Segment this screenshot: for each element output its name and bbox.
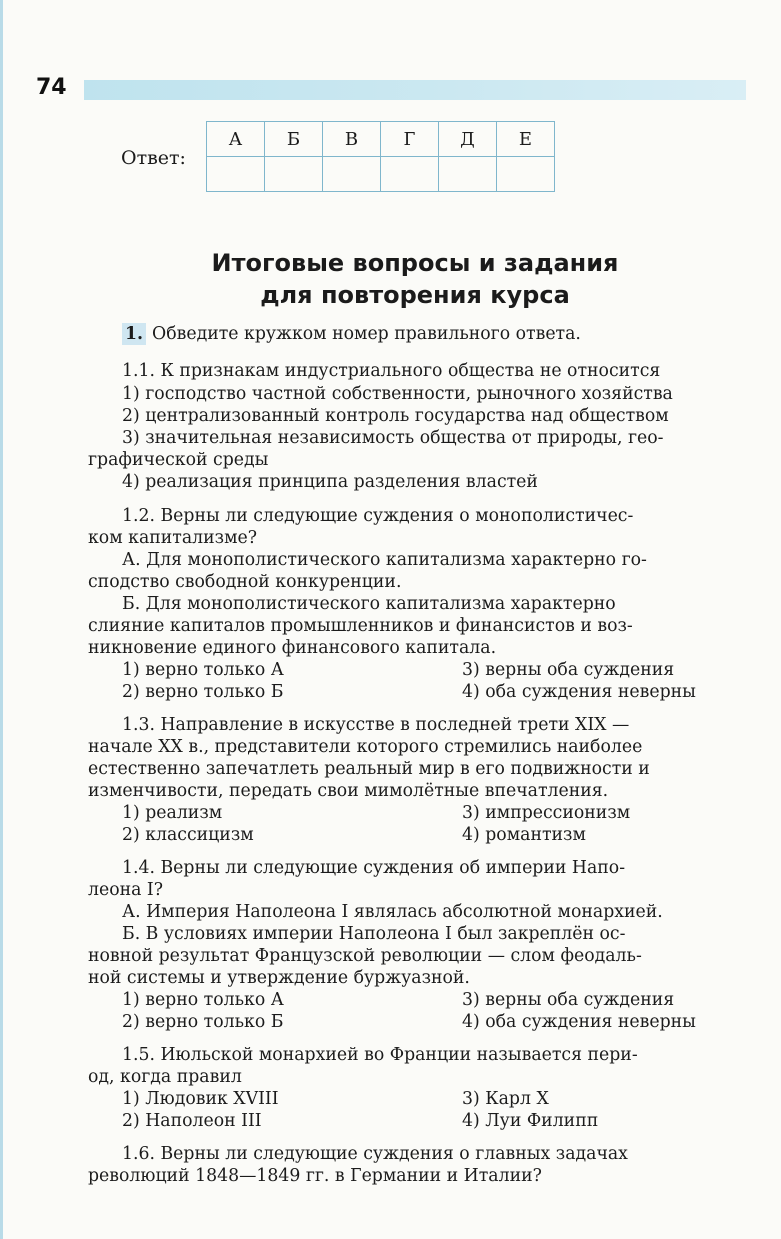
question-1-2-option[interactable]: 3) верны оба суждения (462, 660, 675, 680)
question-1-2-text: 1.2. Верны ли следующие суждения о монополистичес- (122, 506, 634, 526)
question-1-4-statement-b: ной системы и утверждение буржуазной. (88, 968, 470, 988)
task-number-badge: 1. (122, 323, 146, 345)
question-1-5-text: од, когда правил (88, 1067, 242, 1087)
answer-header-cell: В (323, 122, 381, 157)
question-1-6-text: революций 1848—1849 гг. в Германии и Италии? (88, 1166, 542, 1186)
question-1-5-option[interactable]: 3) Карл X (462, 1089, 549, 1109)
question-1-5-option[interactable]: 1) Людовик XVIII (122, 1089, 279, 1109)
question-1-3-text: 1.3. Направление в искусстве в последней трети XIX — (122, 715, 630, 735)
question-1-4-text: 1.4. Верны ли следующие суждения об империи Напо- (122, 858, 626, 878)
answer-header-cell: Б (265, 122, 323, 157)
answer-input-cell[interactable] (381, 157, 439, 192)
answer-header-cell: Г (381, 122, 439, 157)
question-1-2-statement-a: сподство свободной конкуренции. (88, 572, 402, 592)
question-1-2-statement-a: А. Для монополистического капитализма характерно го- (122, 550, 647, 570)
question-1-1-option-cont: графической среды (88, 450, 269, 470)
question-1-3-option[interactable]: 4) романтизм (462, 825, 586, 845)
section-title-line1: Итоговые вопросы и задания (211, 249, 619, 277)
page-number: 74 (36, 75, 67, 100)
question-1-2-statement-b: слияние капиталов промышленников и финансистов и воз- (88, 616, 633, 636)
answer-input-row (207, 157, 555, 192)
question-1-4-statement-b: новной результат Французской революции — слом феодаль- (88, 946, 642, 966)
answer-input-cell[interactable] (497, 157, 555, 192)
answer-input-cell[interactable] (207, 157, 265, 192)
question-1-2-statement-b: Б. Для монополистического капитализма характерно (122, 594, 616, 614)
answer-header-cell: Д (439, 122, 497, 157)
answer-label: Ответ: (121, 147, 186, 169)
question-1-5-text: 1.5. Июльской монархией во Франции называется пери- (122, 1045, 638, 1065)
question-1-1-option[interactable]: 3) значительная независимость общества от природы, гео- (122, 428, 664, 448)
answer-header-row (207, 122, 555, 157)
task-1-heading (122, 323, 581, 345)
answer-input-cell[interactable] (439, 157, 497, 192)
answer-input-cell[interactable] (265, 157, 323, 192)
task-1-text: Обведите кружком номер правильного ответа. (152, 324, 581, 344)
page-edge-strip (0, 0, 3, 1239)
question-1-4-option[interactable]: 1) верно только А (122, 990, 284, 1010)
question-1-4-text: леона I? (88, 880, 164, 900)
question-1-6-text: 1.6. Верны ли следующие суждения о главных задачах (122, 1144, 628, 1164)
question-1-1-option[interactable]: 1) господство частной собственности, рыночного хозяйства (122, 384, 673, 404)
question-1-2-option[interactable]: 1) верно только А (122, 660, 284, 680)
question-1-2-option[interactable]: 2) верно только Б (122, 682, 284, 702)
question-1-4-option[interactable]: 2) верно только Б (122, 1012, 284, 1032)
answer-table (206, 121, 555, 192)
question-1-5-option[interactable]: 4) Луи Филипп (462, 1111, 599, 1131)
question-1-3-text: начале XX в., представители которого стремились наиболее (88, 737, 643, 757)
question-1-3-option[interactable]: 3) импрессионизм (462, 803, 631, 823)
question-1-4-statement-b: Б. В условиях империи Наполеона I был закреплён ос- (122, 924, 626, 944)
question-1-3-text: изменчивости, передать свои мимолётные впечатления. (88, 781, 609, 801)
question-1-3-text: естественно запечатлеть реальный мир в его подвижности и (88, 759, 650, 779)
header-band (84, 80, 746, 100)
answer-header-cell: Е (497, 122, 555, 157)
answer-input-cell[interactable] (323, 157, 381, 192)
question-1-2-statement-b: никновение единого финансового капитала. (88, 638, 497, 658)
question-1-3-option[interactable]: 1) реализм (122, 803, 223, 823)
answer-header-cell: А (207, 122, 265, 157)
question-1-3-option[interactable]: 2) классицизм (122, 825, 254, 845)
question-1-4-option[interactable]: 3) верны оба суждения (462, 990, 675, 1010)
question-1-5-option[interactable]: 2) Наполеон III (122, 1111, 262, 1131)
question-1-1-option[interactable]: 2) централизованный контроль государства над обществом (122, 406, 669, 426)
section-title-line2: для повторения курса (260, 281, 570, 309)
question-1-2-option[interactable]: 4) оба суждения неверны (462, 682, 696, 702)
question-1-1-text: 1.1. К признакам индустриального общества не относится (122, 361, 661, 381)
question-1-4-option[interactable]: 4) оба суждения неверны (462, 1012, 696, 1032)
question-1-4-statement-a: А. Империя Наполеона I являлась абсолютной монархией. (122, 902, 663, 922)
question-1-2-text: ком капитализме? (88, 528, 257, 548)
question-1-1-option[interactable]: 4) реализация принципа разделения властей (122, 472, 538, 492)
